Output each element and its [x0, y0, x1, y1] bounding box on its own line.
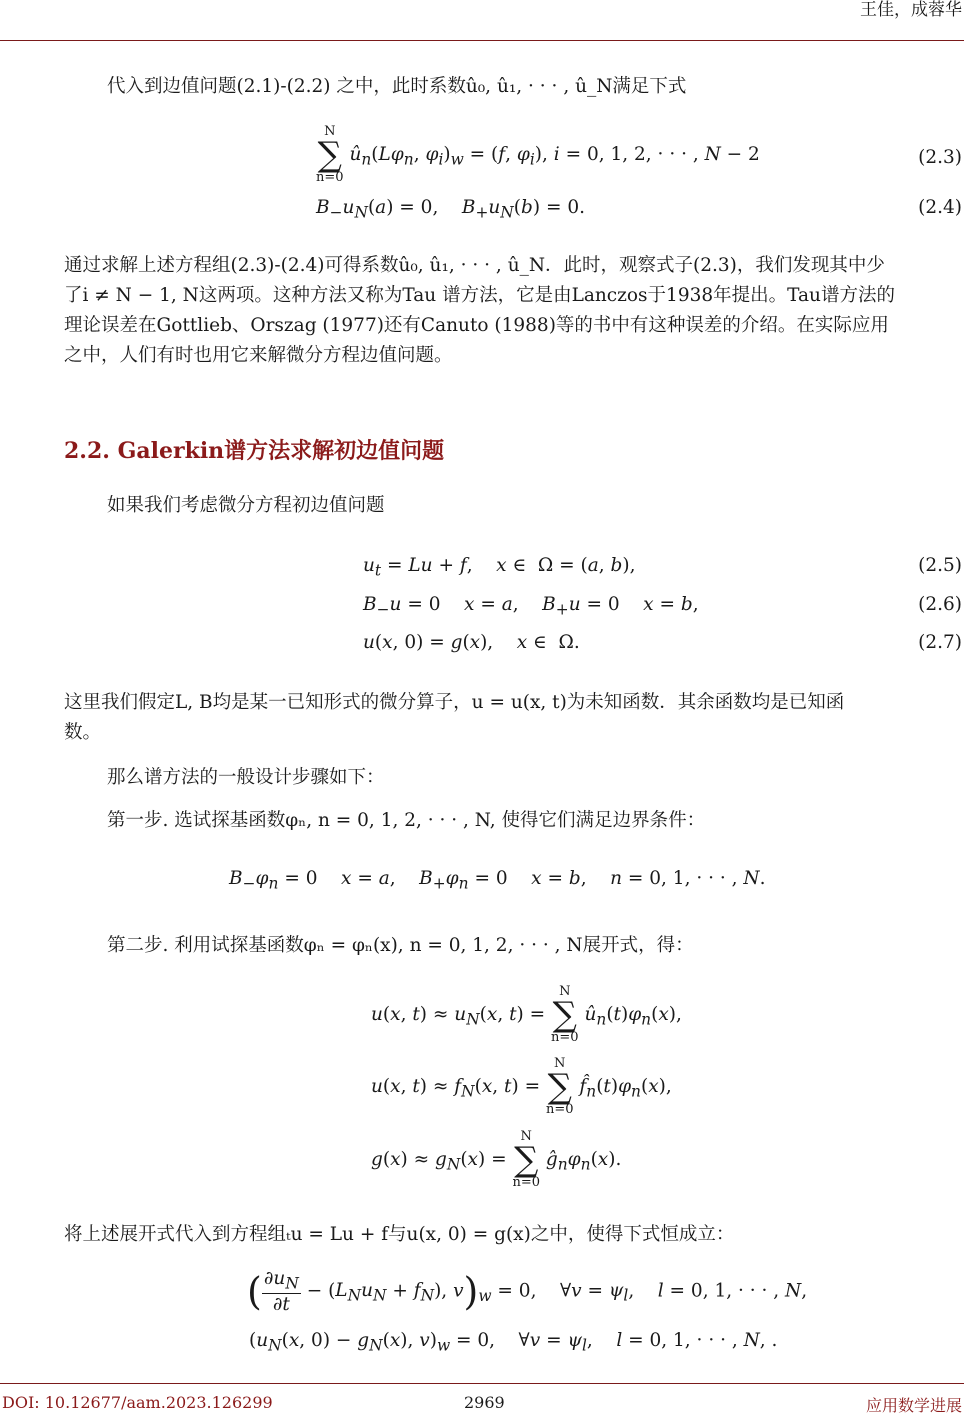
equation-number-2-5: (2.5) [918, 555, 962, 576]
paragraph-operators [64, 688, 962, 748]
equation-boundary-basis: $B_-\varphi_n = 0$ x = a, $B_+\varphi_n = 0$ x = b, n = 0, 1, · · · , N. [229, 868, 766, 893]
paragraph-substitution: 将上述展开式代入到方程组ₜu = Lu + f与u(x, 0) = g(x)之中，使得下式恒成立： [64, 1224, 735, 1245]
paragraph-step-two: 第二步. 利用试探基函数φₙ = φₙ(x), n = 0, 1, 2, · · · , N展开式，得： [107, 935, 694, 956]
equation-number-2-3: (2.3) [918, 147, 962, 168]
equation-number-2-4: (2.4) [918, 197, 962, 218]
paragraph-line: 数。 [64, 722, 102, 743]
equation-expansion-g: $g(x) \approx g_N(x) = N$ ∑ n=0 $ĝ_n\varphi_n(x)$. [371, 1129, 622, 1190]
equation-galerkin-1: ( $\frac{\partial u_N}{\partial t}$ − $(L_Nu_N + f_N)$, $v)_w = 0$, ∀v = $\psi_l$, l = 0, 1, · · · , N, [247, 1268, 808, 1315]
header-rule [0, 40, 964, 41]
equation-2-5: $u_t = Lu + f$, x ∈ Ω = (a, b), [363, 555, 636, 580]
footer-rule [0, 1383, 964, 1384]
paragraph-problem-intro: 如果我们考虑微分方程初边值问题 [107, 495, 385, 516]
paragraph-step-one: 第一步. 选试探基函数φₙ, n = 0, 1, 2, · · · , N, 使得它们满足边界条件： [107, 810, 706, 831]
paragraph-intro: 代入到边值问题(2.1)-(2.2) 之中，此时系数û₀, û₁, · · · , û_N满足下式 [107, 76, 687, 97]
paragraph-line: 理论误差在Gottlieb、Orszag (1977)还有Canuto (1988)等的书中有这种误差的介绍。在实际应用 [64, 315, 889, 336]
footer-journal[interactable]: 应用数学进展 [865, 1396, 962, 1415]
paragraph-line: 了i ≠ N − 1, N这两项。这种方法又称为Tau 谱方法，它是由Lanczos于1938年提出。Tau谱方法的 [64, 285, 895, 306]
equation-2-6: $B_-u = 0$ x = a, $B_+u = 0$ x = b, [363, 594, 699, 619]
equation-expansion-f: u(x, $t) \approx f_N(x$, t) = N ∑ n=0 $f̂_n(t)\varphi_n(x)$, [371, 1056, 672, 1117]
equation-2-7: u(x, 0) = g(x), x ∈ Ω. [363, 632, 580, 653]
equation-number-2-6: (2.6) [918, 594, 962, 615]
header-author: 王佳，成蓉华 [860, 0, 962, 20]
footer-doi[interactable]: DOI: 10.12677/aam.2023.126299 [2, 1393, 273, 1412]
equation-2-3: N ∑ n=0 $û_n(L\varphi_n$, $\varphi_i)_w = (f$, $\varphi_i$), i = 0, 1, 2, · · · , N − 2 [316, 124, 760, 185]
paragraph-tau-method [64, 251, 962, 371]
equation-2-4: $B_-u_N(a) = 0$, $B_+u_N(b) = 0$. [316, 197, 585, 222]
paragraph-steps-intro: 那么谱方法的一般设计步骤如下： [107, 767, 385, 788]
section-heading: 2.2. Galerkin谱方法求解初边值问题 [64, 438, 445, 464]
paragraph-line: 这里我们假定L, B均是某一已知形式的微分算子，u = u(x, t)为未知函数．其余函数均是已知函 [64, 692, 845, 713]
footer-page-number: 2969 [464, 1393, 505, 1412]
equation-number-2-7: (2.7) [918, 632, 962, 653]
paragraph-line: 之中，人们有时也用它来解微分方程边值问题。 [64, 345, 453, 366]
equation-expansion-u: u(x, $t) \approx u_N(x$, t) = N ∑ n=0 $û_n(t)\varphi_n(x)$, [371, 984, 682, 1045]
equation-galerkin-2: ($u_N(x$, $0) - g_N(x)$, $v)_w = 0$, ∀v = $\psi_l$, l = 0, 1, · · · , N, . [249, 1330, 778, 1355]
paragraph-line: 通过求解上述方程组(2.3)-(2.4)可得系数û₀, û₁, · · · , û_N．此时，观察式子(2.3)，我们发现其中少 [64, 255, 885, 276]
